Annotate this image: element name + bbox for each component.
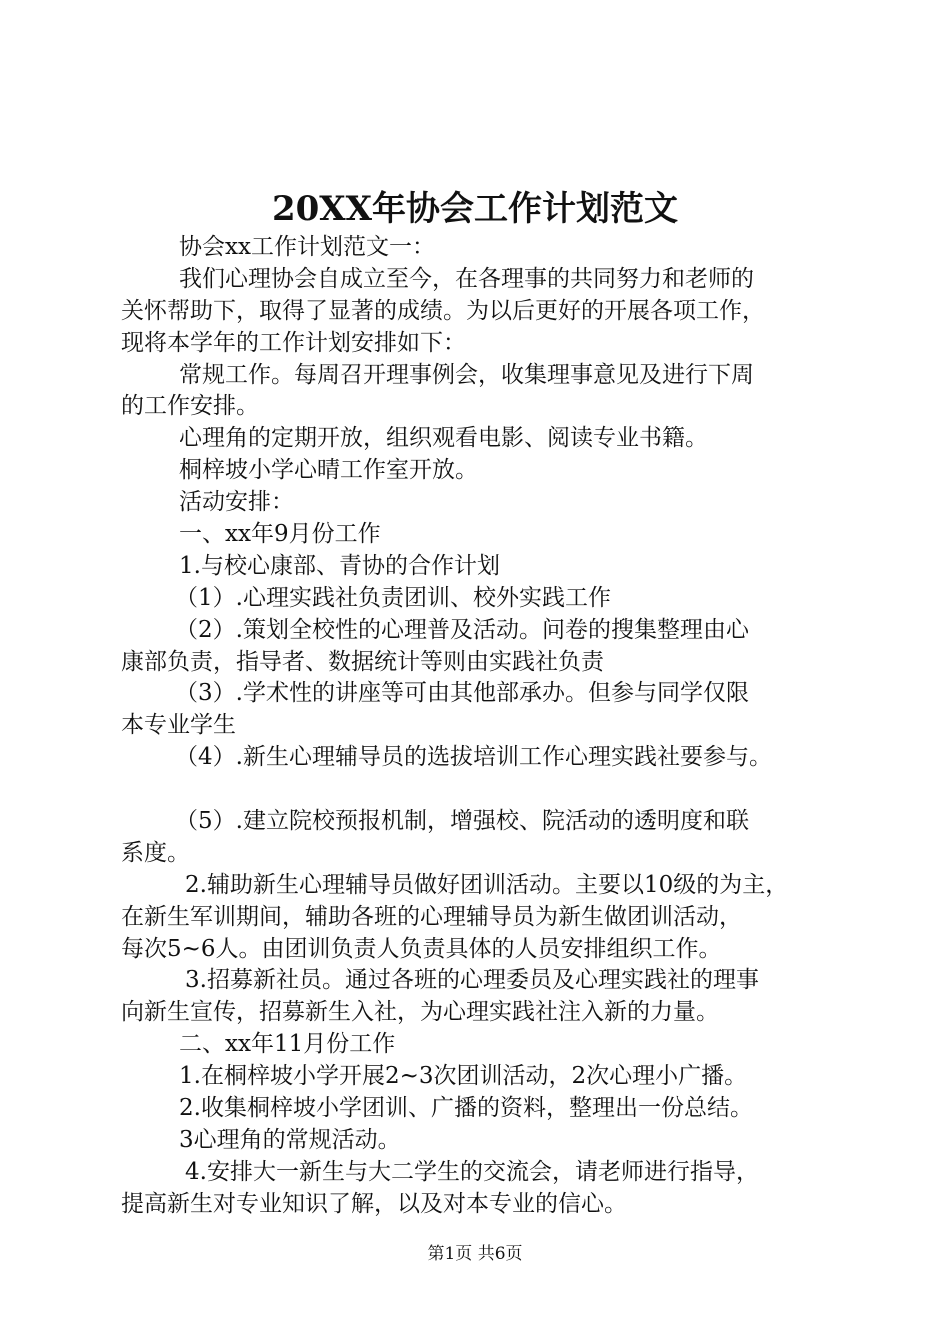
paragraph-line: （5）.建立院校预报机制，增强校、院活动的透明度和联 — [175, 808, 749, 835]
paragraph-line: 康部负责，指导者、数据统计等则由实践社负责 — [121, 648, 604, 675]
paragraph-line: 一、xx年9月份工作 — [179, 521, 381, 548]
paragraph-line: （1）.心理实践社负责团训、校外实践工作 — [175, 584, 611, 611]
paragraph-line: 向新生宣传，招募新生入社，为心理实践社注入新的力量。 — [121, 999, 719, 1026]
paragraph-line: 在新生军训期间，辅助各班的心理辅导员为新生做团训活动， — [121, 903, 742, 930]
paragraph-line: 关怀帮助下，取得了显著的成绩。为以后更好的开展各项工作， — [121, 297, 765, 324]
paragraph-line: 1.与校心康部、青协的合作计划 — [179, 552, 500, 579]
paragraph-line: （3）.学术性的讲座等可由其他部承办。但参与同学仅限 — [175, 680, 749, 707]
paragraph-line: 协会xx工作计划范文一： — [179, 234, 435, 260]
paragraph-line: 1.在桐梓坡小学开展2~3次团训活动，2次心理小广播。 — [179, 1063, 748, 1090]
paragraph-line: 3.招募新社员。通过各班的心理委员及心理实践社的理事 — [185, 967, 759, 994]
blank-line — [121, 774, 851, 806]
paragraph-line: 提高新生对专业知识了解，以及对本专业的信心。 — [121, 1190, 627, 1217]
paragraph-line: 本专业学生 — [121, 712, 236, 739]
paragraph-line: 现将本学年的工作计划安排如下： — [121, 329, 466, 356]
paragraph-line: 4.安排大一新生与大二学生的交流会，请老师进行指导， — [185, 1158, 759, 1185]
paragraph-line: 二、xx年11月份工作 — [179, 1031, 396, 1058]
paragraph-line: 3心理角的常规活动。 — [179, 1126, 401, 1153]
paragraph-line: 2.收集桐梓坡小学团训、广播的资料，整理出一份总结。 — [179, 1095, 753, 1122]
page-footer: 第1页 共6页 — [427, 1244, 523, 1264]
paragraph-line: 心理角的定期开放，组织观看电影、阅读专业书籍。 — [179, 425, 708, 452]
paragraph-line: 桐梓坡小学心晴工作室开放。 — [179, 457, 478, 484]
paragraph-line: （2）.策划全校性的心理普及活动。问卷的搜集整理由心 — [175, 616, 749, 643]
document-title: 20XX年协会工作计划范文 — [271, 189, 679, 229]
paragraph-line: 2.辅助新生心理辅导员做好团训活动。主要以10级的为主， — [185, 871, 789, 898]
paragraph-line: 系度。 — [121, 839, 190, 866]
paragraph-line: 我们心理协会自成立至今，在各理事的共同努力和老师的 — [179, 265, 754, 292]
paragraph-line: 活动安排： — [179, 489, 294, 516]
paragraph-line: 常规工作。每周召开理事例会，收集理事意见及进行下周 — [179, 361, 754, 388]
paragraph-line: 每次5~6人。由团训负责人负责具体的人员安排组织工作。 — [121, 935, 722, 962]
document-body — [121, 232, 851, 1221]
paragraph-line: （4）.新生心理辅导员的选拔培训工作心理实践社要参与。 — [175, 744, 772, 771]
paragraph-line: 的工作安排。 — [121, 393, 259, 420]
